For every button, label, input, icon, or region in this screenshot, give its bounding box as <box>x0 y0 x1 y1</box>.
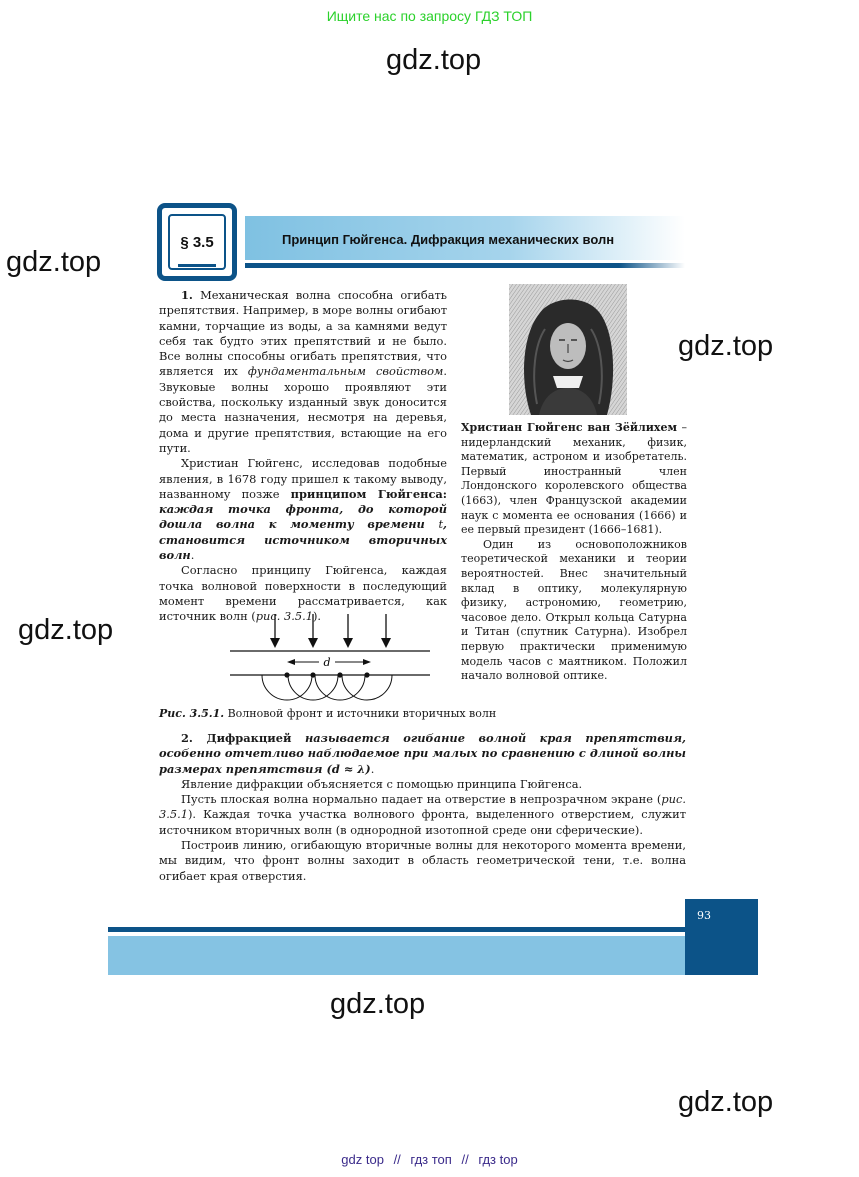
definition-text: каждая точка фронта, до которой дошла волна к моменту времени <box>159 502 447 532</box>
figure-caption-text: Волновой фронт и источники вторичных волн <box>224 707 497 720</box>
paragraph-1 <box>159 288 447 456</box>
biography-paragraph-1 <box>461 421 687 538</box>
watermark: gdz.top <box>678 1086 774 1118</box>
arrowhead <box>270 638 280 648</box>
source-point <box>364 672 369 677</box>
paragraph-number: 2. <box>181 731 193 745</box>
watermark: gdz.top <box>6 246 102 278</box>
section-number-underline <box>178 264 216 267</box>
footer-band <box>108 936 688 975</box>
dimension-arrow <box>287 659 295 665</box>
definition-text: называется огибание волной края препятствия, особенно отчетливо наблюдаемое при малых по сравнению с длиной волны размерах препятствия (d ≈ λ) <box>159 731 686 776</box>
bold-term: принципом Гюйгенса: <box>290 486 447 501</box>
paragraph-text: Пусть плоская волна нормально падает на отверстие в непрозрачном экране ( <box>181 792 662 807</box>
arrowhead <box>308 638 318 648</box>
section-number-box <box>157 203 237 281</box>
footer-link[interactable]: гдз top <box>478 1152 518 1167</box>
biography-name: Христиан Гюйгенс ван Зёйлихем <box>461 421 678 434</box>
dimension-arrow <box>363 659 371 665</box>
paragraph-text: Христиан Гюйгенс, исследовав подобные явления, в 1678 году пришел к такому выводу, названному позже <box>159 456 447 501</box>
watermark: gdz.top <box>330 988 426 1020</box>
paragraph-text: Согласно принципу Гюйгенса, каждая точка волновой поверхности в последующий момент времени рассматривается, как источник волн ( <box>159 563 447 624</box>
page-number: 93 <box>697 909 711 922</box>
paragraph-text: ). Каждая точка участка волнового фронта, выделенного отверстием, служит источником вторичных волн (в однородной изотопной среде они сферические). <box>159 807 686 837</box>
footer-links <box>0 1152 859 1167</box>
section-number-frame <box>168 214 226 270</box>
footer-separator: // <box>393 1152 401 1167</box>
footer-separator: // <box>461 1152 469 1167</box>
variable-t: t <box>438 517 444 532</box>
paragraph-text: . Звуковые волны хорошо проявляют эти свойства, поскольку изданный звук доносится до места назначения, несмотря на деревья, дома и другие препятствия, встающие на его пути. <box>159 364 447 455</box>
figure-caption <box>159 707 496 720</box>
paragraph-number: 1. <box>181 288 193 302</box>
watermark: gdz.top <box>386 44 482 76</box>
d-label: d <box>323 656 331 669</box>
figure-reference: рис. 3.5.1 <box>255 609 313 624</box>
lower-text <box>159 731 686 884</box>
watermark: gdz.top <box>678 330 774 362</box>
italic-term: фундаментальным свойством <box>247 364 444 379</box>
arrowhead <box>381 638 391 648</box>
biography-paragraph-2: Один из основоположников теоретической механики и теории вероятностей. Внес значительный вклад в оптику, молекулярную физику, астрономию, геометрию, часовое дело. Открыл кольца Сатурна и Титан (спутник Сатурна). Изобрел первую практически применимую модель часов с маятником. Положил начало волновой оптике. <box>461 537 687 683</box>
arrowhead <box>343 638 353 648</box>
page-number-box <box>685 899 758 975</box>
paragraph-5: Явление дифракции объясняется с помощью принципа Гюйгенса. <box>181 776 583 791</box>
paragraph-4 <box>159 731 686 777</box>
paragraph-text: ). <box>312 609 322 624</box>
figure-reference: рис. 3.5.1 <box>159 792 686 822</box>
biography-text: – нидерландский механик, физик, математик, астроном и изобретатель. Первый иностранный член Лондонского королевского общества (1663), член Французской академии наук с момента ее основания (1666) и ее первый президент (1666–1681). <box>461 421 687 537</box>
section-title: Принцип Гюйгенса. Дифракция механических волн <box>282 232 615 247</box>
watermark: gdz.top <box>18 614 114 646</box>
paragraph-7: Построив линию, огибающую вторичные волны для некоторого момента времени, мы видим, что фронт волны заходит в область геометрической тени, т.е. волна огибает края отверстия. <box>159 838 686 883</box>
section-title-rule <box>245 263 685 268</box>
left-column <box>159 288 447 625</box>
footer-link[interactable]: гдз топ <box>410 1152 452 1167</box>
bold-term: Дифракцией <box>192 731 292 745</box>
biography-caption <box>461 421 687 684</box>
paragraph-2 <box>159 456 447 563</box>
paragraph-text: . <box>190 548 195 563</box>
paragraph-6 <box>159 792 686 838</box>
huygens-portrait <box>509 284 627 415</box>
secondary-wavelet <box>315 675 365 700</box>
search-banner: Ищите нас по запросу ГДЗ ТОП <box>326 8 533 24</box>
source-point <box>310 672 315 677</box>
source-point <box>284 672 289 677</box>
definition-text: , становится источником вторичных волн <box>159 517 447 563</box>
section-number: § 3.5 <box>180 234 214 251</box>
secondary-wavelet <box>288 675 338 700</box>
figure-caption-ref: Рис. 3.5.1. <box>159 707 225 720</box>
footer-link[interactable]: gdz top <box>341 1152 384 1167</box>
paragraph-text: Механическая волна способна огибать препятствия. Например, в море волны огибают камни, торчащие из воды, а за камнями ведут себя так будто этих препятствий и не было. Все волны способны огибать препятствия, что является их <box>159 288 447 379</box>
source-point <box>337 672 342 677</box>
secondary-wavelet <box>262 675 312 700</box>
secondary-wavelet <box>342 675 392 700</box>
wavefront-figure <box>225 612 435 712</box>
paragraph-text: . <box>370 761 375 776</box>
footer-rule <box>108 927 688 932</box>
